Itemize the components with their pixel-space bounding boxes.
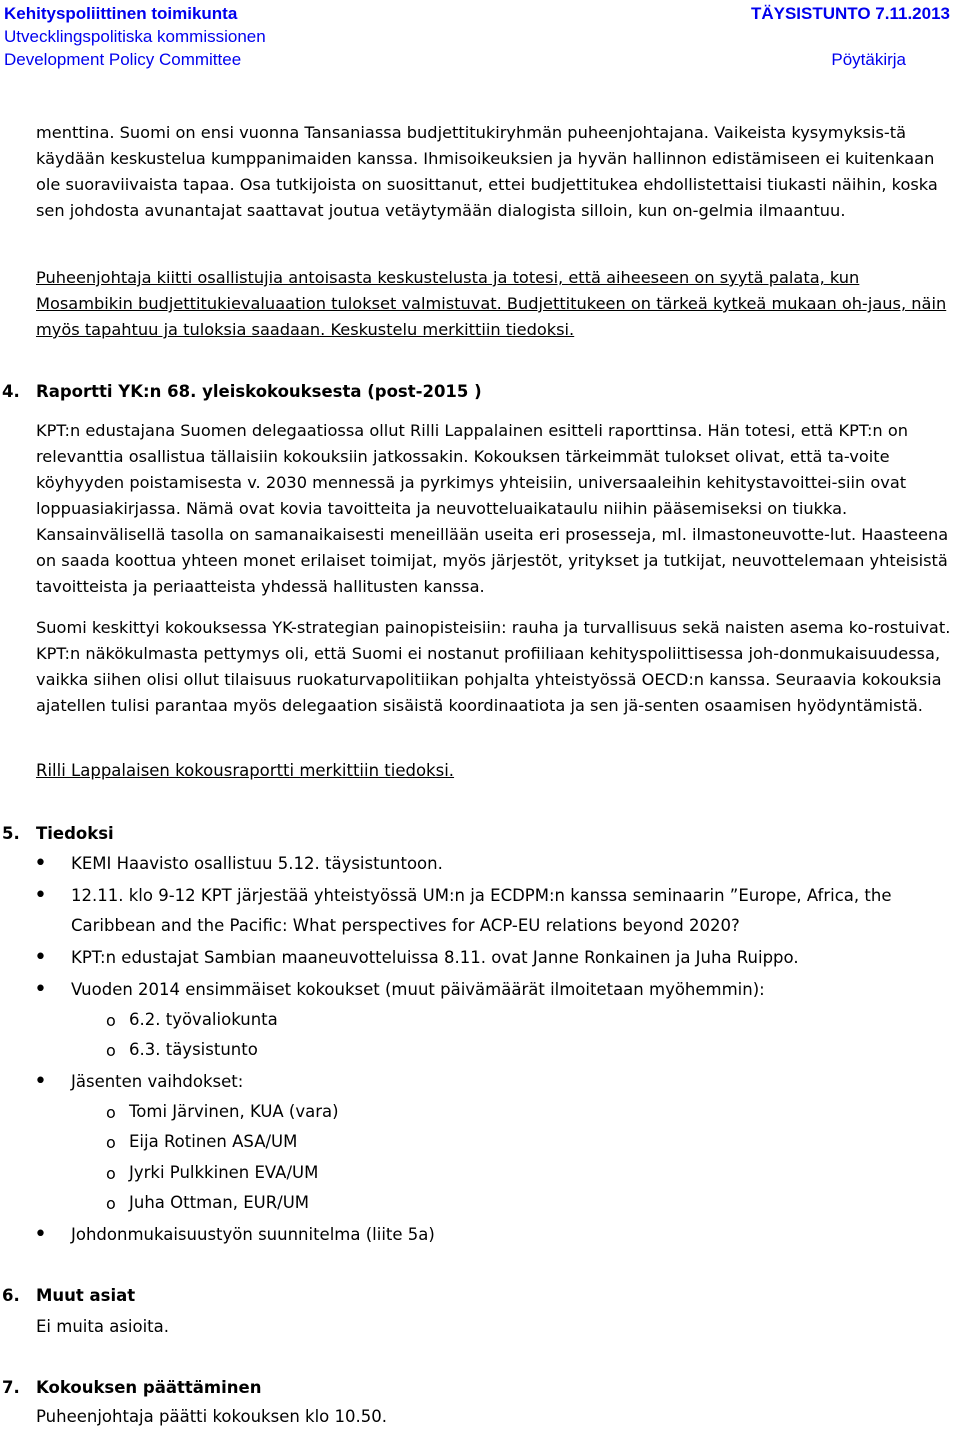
intro-paragraph-1: menttina. Suomi on ensi vuonna Tansaniassa budjettitukiryhmän puheenjohtajana. Vaikeista kysymyksis-tä käydään keskustelua kumppanimaiden kanssa. Ihmisoikeuksien ja hyvän hallinnon edistämiseen ei kuitenkaan ole suoraviivaista tapaa. Osa tutkijoista on suosittanut, ettei budjettitukea ehdollistettaisi tiukasti näihin, koska sen johdosta avunantajat saattavat joutua vetäytymään dialogista silloin, kun on-gelmia ilmaantuu.	[36, 123, 938, 220]
sub-bullet-icon: o	[106, 1194, 116, 1213]
list-item-4: Vuoden 2014 ensimmäiset kokoukset (muut päivämäärät ilmoitetaan myöhemmin):	[71, 980, 765, 999]
org-name-sv: Utvecklingspolitiska kommissionen	[4, 27, 266, 46]
list-item-1: KEMI Haavisto osallistuu 5.12. täysistuntoon.	[71, 854, 443, 873]
section-7-title: Kokouksen päättäminen	[36, 1378, 262, 1397]
page-header	[0, 0, 960, 80]
sub-bullet-icon: o	[106, 1011, 116, 1030]
bullet-icon: •	[34, 977, 47, 1002]
intro-paragraph-2: Puheenjohtaja kiitti osallistujia antoisasta keskustelusta ja totesi, että aiheeseen on syytä palata, kun Mosambikin budjettitukievaluaation tulokset valmistuvat. Budjettitukeen on tärkeä kytkeä mukaan oh-jaus, näin myös tapahtuu ja tuloksia saadaan. Keskustelu merkittiin tiedoksi.	[36, 268, 947, 339]
sub-item-5-3: Jyrki Pulkkinen EVA/UM	[129, 1163, 319, 1182]
meeting-title: TÄYSISTUNTO 7.11.2013	[750, 4, 950, 23]
sub-bullet-icon: o	[106, 1041, 116, 1060]
list-item-3: KPT:n edustajat Sambian maaneuvotteluissa 8.11. ovat Janne Ronkainen ja Juha Ruippo.	[71, 948, 799, 967]
sub-bullet-icon: o	[106, 1164, 116, 1183]
section-5-number: 5.	[2, 824, 20, 843]
section-6-number: 6.	[2, 1286, 20, 1305]
section-4-number: 4.	[2, 382, 20, 401]
list-item-2: 12.11. klo 9-12 KPT järjestää yhteistyössä UM:n ja ECDPM:n kanssa seminaarin ”Europe, Africa, the Caribbean and the Pacific: What perspectives for ACP-EU relations beyond 2020?	[71, 886, 892, 935]
bullet-icon: •	[34, 1069, 47, 1094]
sub-item-4-2: 6.3. täysistunto	[129, 1040, 258, 1059]
bullet-icon: •	[34, 883, 47, 908]
bullet-icon: •	[34, 945, 47, 970]
sub-item-5-4: Juha Ottman, EUR/UM	[129, 1193, 310, 1212]
list-item-5: Jäsenten vaihdokset:	[71, 1072, 244, 1091]
section-7-text: Puheenjohtaja päätti kokouksen klo 10.50.	[36, 1407, 388, 1426]
sub-item-5-1: Tomi Järvinen, KUA (vara)	[129, 1102, 339, 1121]
section-6-title: Muut asiat	[36, 1286, 136, 1305]
document-type: Pöytäkirja	[831, 50, 906, 69]
sub-item-5-2: Eija Rotinen ASA/UM	[129, 1132, 298, 1151]
section-4-paragraph-2: Suomi keskittyi kokouksessa YK-strategian painopisteisiin: rauha ja turvallisuus sekä naisten asema ko-rostuivat. KPT:n näkökulmasta pettymys oli, että Suomi ei nostanut profiiliaan kehityspoliittisessa joh-donmukaisuudessa, vaikka siihen olisi ollut tilaisuus ruokaturvapolitiikan pohjalta yhteistyössä OECD:n kanssa. Seuraavia kokouksia ajatellen tulisi parantaa myös delegaation sisäistä koordinaatiota ja sen jä-senten osaamisen hyödyntämistä.	[36, 618, 951, 715]
bullet-icon: •	[34, 1222, 47, 1247]
section-4-title: Raportti YK:n 68. yleiskokouksesta (post-2015 )	[36, 382, 482, 401]
sub-bullet-icon: o	[106, 1133, 116, 1152]
sub-item-4-1: 6.2. työvaliokunta	[129, 1010, 278, 1029]
section-4-paragraph-3: Rilli Lappalaisen kokousraportti merkittiin tiedoksi.	[36, 761, 455, 780]
sub-bullet-icon: o	[106, 1103, 116, 1122]
section-7-number: 7.	[2, 1378, 20, 1397]
list-item-6: Johdonmukaisuustyön suunnitelma (liite 5a)	[71, 1225, 435, 1244]
section-6-text: Ei muita asioita.	[36, 1317, 169, 1336]
org-name-fi: Kehityspoliittinen toimikunta	[4, 4, 238, 23]
bullet-icon: •	[34, 851, 47, 876]
org-name-en: Development Policy Committee	[4, 50, 242, 69]
section-4-paragraph-1: KPT:n edustajana Suomen delegaatiossa ollut Rilli Lappalainen esitteli raporttinsa. Hän totesi, että KPT:n on relevanttia osallistua tällaisiin kokouksiin jatkossakin. Kokouksen tärkeimmät tulokset olivat, että ta-voite köyhyyden poistamisesta v. 2030 mennessä ja pyrkimys yhteisiin, universaaleihin kehitystavoittei-siin ovat loppuasiakirjassa. Nämä ovat kovia tavoitteita ja neuvotteluaikataulu niihin pääsemiseksi on tiukka. Kansainvälisellä tasolla on samanaikaisesti meneillään useita eri prosesseja, ml. ilmastoneuvotte-lut. Haasteena on saada koottua yhteen monet erilaiset toimijat, myös järjestöt, yritykset ja tutkijat, neuvottelemaan yhteisistä tavoitteista ja periaatteista yhdessä hallitusten kanssa.	[36, 421, 949, 596]
section-5-title: Tiedoksi	[36, 824, 114, 843]
